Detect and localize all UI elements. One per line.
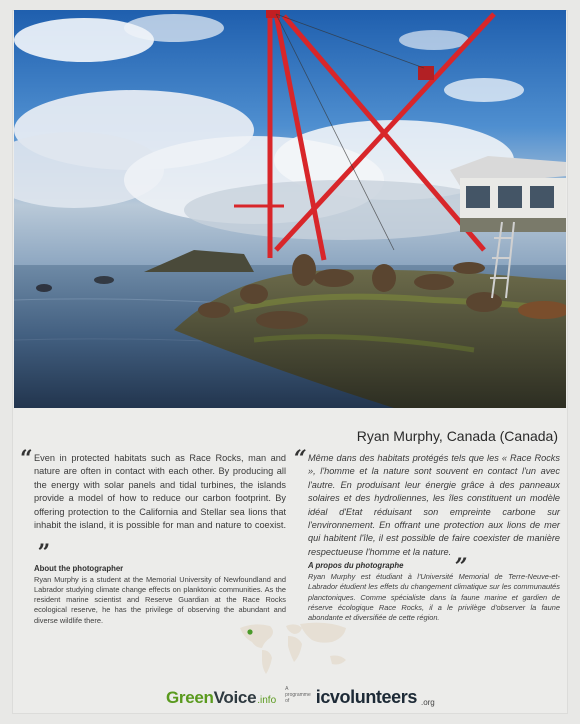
a-propos-title: A propos du photographe (308, 561, 404, 571)
icvolunteers-org: .org (420, 698, 435, 707)
greenvoice-logo-info: .info (257, 695, 277, 706)
programme-of-label: A programme of (285, 686, 311, 704)
greenvoice-logo-green[interactable]: Green (166, 688, 214, 707)
icvolunteers-logo[interactable]: icvolunteers (315, 687, 417, 707)
english-quote: Even in protected habitats such as Race Rocks, man and nature are often in contact with each other. By producing all the energy with solar panels and tidal turbines, the islands provide a model of how to reduce our carbon footprint. By offering protection to the California and Stellar sea lions that inhabit the island, it is possible for man and nature to coexist. (34, 453, 286, 531)
english-quote-block: “ Even in protected habitats such as Race Rocks, man and nature are often in contact with each other. By producing all the energy with solar panels and tidal turbines, the islands provide a model of how to reduce our carbon footprint. By offering protection to the California and Stellar sea lions that inhabit the island, it is possible for man and nature to coexist.„ (20, 446, 286, 554)
world-map-icon (236, 618, 354, 676)
footer-logos (166, 682, 435, 708)
a-propos-text: Ryan Murphy est étudiant à l'Université Memorial de Terre-Neuve-et-Labrador étudient les effets du changement climatique sur les communautés planctoniques. Comme spécialiste dans la faune marine et gardien de réserve écologique Race Rocks, il a le privilège d'observer la faune abondante et diversifiée de cette région. (308, 572, 560, 623)
greenvoice-logo-voice[interactable]: Voice (213, 688, 257, 707)
english-column (20, 446, 286, 626)
french-quote-block: “ Même dans des habitats protégés tels que les « Race Rocks », l'homme et la nature sont souvent en contact l'un avec l'autre. En produisant leur énergie grâce à des panneaux solaires et des hydroliennes, les îles constituent un modèle idéal d'Etat réduisant son empreinte carbone sur l'environnement. En offrant une protection aux lions de mer qui habitent l'île, il est possible de faire coexister de manière respectueuse l'homme et la nature. „ (294, 446, 560, 567)
open-quote-mark-fr: “ (294, 446, 307, 472)
french-column (294, 446, 560, 623)
french-quote: Même dans des habitats protégés tels que les « Race Rocks », l'homme et la nature sont souvent en contact l'un avec l'autre. En produisant leur énergie grâce à des panneaux solaires et des hydroliennes, les îles constituent un modèle idéal d'Etat réduisant son empreinte carbone sur l'environnement. En offrant une protection aux lions de mer qui habitent l'île, il est possible de faire coexister de manière respectueuse l'homme et la nature. (308, 453, 560, 557)
sea-lions-photo (14, 10, 566, 408)
open-quote-mark: “ (20, 446, 33, 472)
photographer-name: Ryan Murphy, Canada (Canada) (356, 428, 558, 444)
about-photographer-title: About the photographer (34, 563, 124, 573)
about-photographer-text: Ryan Murphy is a student at the Memorial University of Newfoundland and Labrador studying climate change effects on planktonic communities. As the resident marine scientist and Reserve Guardian at the Race Rocks ecological reserve, he has the privilege of observing the abundant and diverse wildlife there. (34, 574, 286, 625)
